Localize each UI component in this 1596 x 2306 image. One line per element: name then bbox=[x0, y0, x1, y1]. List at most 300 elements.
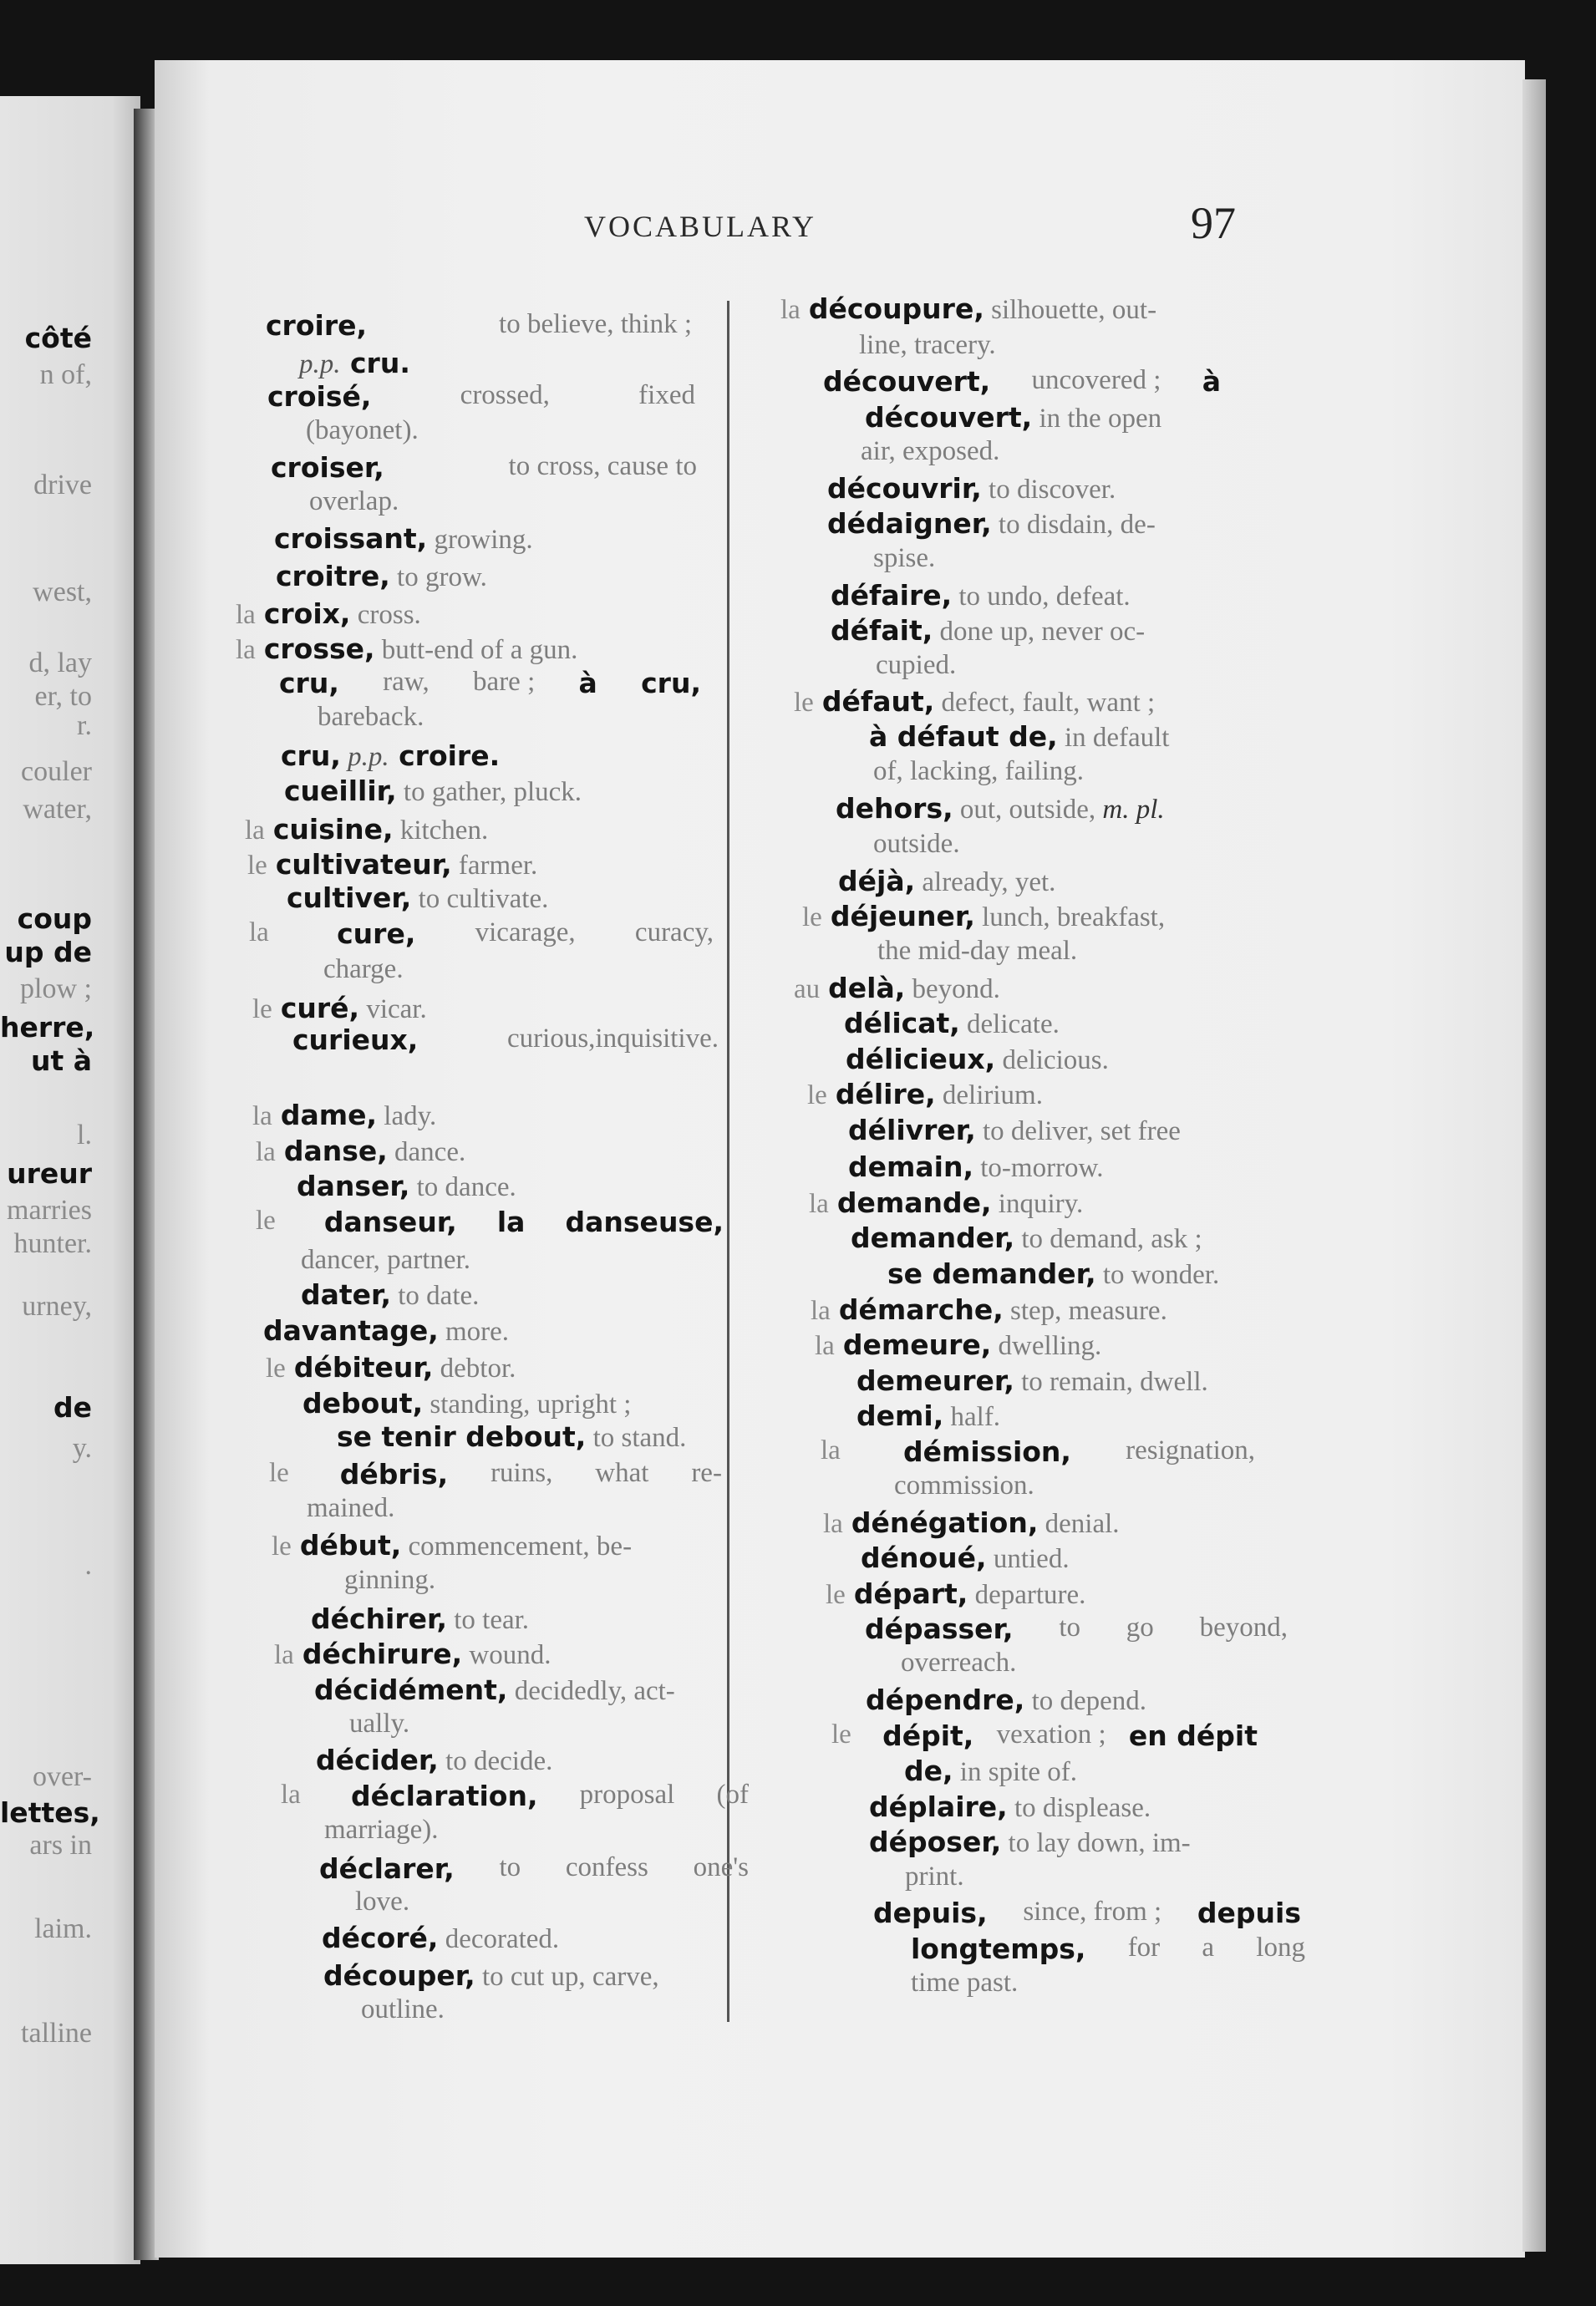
definition-text: commencement, be- bbox=[401, 1531, 633, 1562]
vocab-entry-line bbox=[904, 1755, 1077, 1788]
vocab-entry-line bbox=[865, 401, 1161, 434]
headword: déclarer, bbox=[319, 1852, 455, 1885]
vocab-entry-line bbox=[281, 739, 500, 773]
vocab-entry-line bbox=[866, 1684, 1146, 1717]
definition-text: denial. bbox=[1038, 1509, 1120, 1539]
definition-text: defect, fault, want ; bbox=[934, 688, 1156, 718]
vocab-entry-line bbox=[323, 1959, 659, 1993]
page-edge bbox=[1522, 79, 1546, 2252]
vocab-entry-line bbox=[780, 292, 1156, 326]
left-page-fragment: lettes, bbox=[0, 1796, 100, 1829]
headword: découvrir, bbox=[827, 472, 982, 505]
vocab-entry-line bbox=[245, 813, 488, 846]
headword: davantage, bbox=[263, 1314, 439, 1347]
left-page-fragment: couler bbox=[21, 756, 92, 787]
vocab-entry-line bbox=[267, 380, 695, 413]
headword: décidément, bbox=[314, 1674, 508, 1706]
definition-text: bareback. bbox=[318, 702, 424, 732]
bold-phrase: se demander, bbox=[887, 1257, 1096, 1290]
bold-phrase: cru, bbox=[641, 667, 701, 699]
definition-text: confess bbox=[565, 1852, 648, 1882]
vocab-entry-line bbox=[299, 347, 410, 380]
definition-text: butt-end of a gun. bbox=[374, 635, 578, 665]
headword: départ, bbox=[853, 1577, 968, 1610]
article: la bbox=[815, 1331, 835, 1361]
definition-text: delirium. bbox=[935, 1080, 1043, 1110]
abbreviation: m. pl. bbox=[1102, 795, 1165, 825]
left-page-fragment: l. bbox=[77, 1120, 92, 1150]
definition-text: decidedly, act- bbox=[507, 1676, 675, 1706]
article: la bbox=[236, 635, 256, 665]
vocab-entry-line bbox=[826, 1577, 1085, 1611]
vocab-entry-line bbox=[337, 1420, 686, 1454]
headword: cultiver, bbox=[287, 881, 412, 914]
bold-phrase: se tenir debout, bbox=[337, 1420, 587, 1453]
vocab-entry-line bbox=[861, 1542, 1070, 1575]
definition-text: vexation ; bbox=[996, 1719, 1106, 1750]
vocab-entry-line bbox=[266, 309, 692, 342]
definition-text: beyond, bbox=[1199, 1613, 1288, 1643]
vocab-entry-line bbox=[271, 451, 697, 484]
definition-text: untied. bbox=[986, 1544, 1070, 1574]
definition-text: one's bbox=[693, 1852, 749, 1882]
vocab-entry-line bbox=[269, 1458, 722, 1491]
article: la bbox=[809, 1189, 829, 1219]
vocab-entry-line bbox=[887, 1257, 1219, 1291]
headword: déclaration, bbox=[351, 1780, 538, 1812]
article: le bbox=[269, 1458, 289, 1488]
definition-text: departure. bbox=[968, 1580, 1086, 1610]
vocab-entry-line bbox=[873, 1897, 1301, 1929]
definition-text: delicious. bbox=[995, 1045, 1109, 1075]
vocab-entry-line bbox=[256, 1206, 724, 1238]
bold-phrase: la bbox=[496, 1206, 526, 1238]
vocab-entry-line bbox=[274, 522, 533, 556]
vocab-entry-line bbox=[297, 1170, 516, 1203]
headword: croiser, bbox=[271, 451, 384, 484]
vocab-entry-line bbox=[319, 1852, 749, 1885]
headword: croisé, bbox=[267, 380, 372, 413]
definition-text: crossed, bbox=[460, 380, 550, 410]
definition-text: raw, bbox=[383, 667, 429, 697]
article: le bbox=[826, 1580, 846, 1610]
definition-text: done up, never oc- bbox=[933, 617, 1146, 647]
definition-text: in spite of. bbox=[953, 1757, 1078, 1787]
article: la bbox=[823, 1509, 843, 1539]
definition-text: resignation, bbox=[1126, 1435, 1255, 1465]
left-page-fragment: hunter. bbox=[13, 1228, 92, 1259]
definition-text: lady. bbox=[377, 1101, 437, 1131]
article: le bbox=[802, 902, 822, 932]
headword: début, bbox=[299, 1529, 402, 1562]
vocab-entry-line bbox=[311, 1603, 529, 1636]
left-page-fragment: water, bbox=[23, 794, 92, 825]
definition-text: beyond. bbox=[905, 974, 1000, 1004]
headword: découvert, bbox=[823, 365, 991, 398]
article: le bbox=[256, 1206, 276, 1236]
definition-text: wound. bbox=[462, 1640, 551, 1670]
vocab-entry-line bbox=[266, 1351, 516, 1384]
headword: débris, bbox=[339, 1458, 449, 1491]
headword: demande, bbox=[836, 1186, 992, 1219]
article: la bbox=[245, 815, 265, 846]
definition-text: to remain, dwell. bbox=[1014, 1367, 1208, 1397]
headword: délicat, bbox=[844, 1007, 960, 1039]
vocab-entry-line bbox=[322, 1922, 559, 1955]
definition-text: charge. bbox=[323, 954, 404, 984]
definition-text: to lay down, im- bbox=[1001, 1828, 1191, 1858]
article: le bbox=[794, 688, 814, 718]
definition-text: commission. bbox=[894, 1470, 1034, 1501]
vocab-entry-line bbox=[861, 436, 999, 467]
bold-phrase: en dépit bbox=[1128, 1719, 1258, 1752]
vocab-entry-line bbox=[823, 365, 1221, 398]
article: la bbox=[811, 1296, 831, 1326]
definition-text: to tear. bbox=[447, 1605, 530, 1635]
vocab-entry-line bbox=[848, 1114, 1181, 1147]
definition-text: curacy, bbox=[634, 917, 714, 947]
definition-text: to disdain, de- bbox=[991, 510, 1156, 540]
headword: découper, bbox=[323, 1959, 475, 1992]
vocab-entry-line bbox=[894, 1470, 1034, 1501]
bold-phrase: à défaut de, bbox=[869, 720, 1058, 753]
abbreviation: p.p. bbox=[299, 349, 341, 379]
headword: débiteur, bbox=[293, 1351, 434, 1384]
left-page-fragment: de bbox=[53, 1391, 92, 1424]
definition-text: lunch, breakfast, bbox=[974, 902, 1166, 932]
headword: curé, bbox=[280, 992, 360, 1024]
vocab-entry-line bbox=[323, 954, 404, 985]
vocab-entry-line bbox=[252, 1099, 436, 1132]
headword: debout, bbox=[302, 1387, 424, 1420]
vocab-entry-line bbox=[811, 1293, 1167, 1327]
vocab-entry-line bbox=[249, 917, 714, 950]
definition-text: mained. bbox=[307, 1493, 395, 1523]
headword: cueillir, bbox=[284, 775, 397, 807]
bold-phrase: de, bbox=[904, 1755, 953, 1787]
definition-text: in the open bbox=[1032, 404, 1162, 434]
definition-text: proposal bbox=[579, 1780, 675, 1810]
definition-text: since, from ; bbox=[1023, 1897, 1162, 1927]
vocab-entry-line bbox=[301, 1245, 470, 1276]
definition-text: ginning. bbox=[344, 1565, 436, 1595]
headword: délicieux, bbox=[846, 1043, 996, 1075]
definition-text: to deliver, set free bbox=[975, 1116, 1181, 1146]
definition-text: decorated. bbox=[438, 1924, 560, 1954]
definition-text: long bbox=[1256, 1933, 1305, 1963]
definition-text: overlap. bbox=[309, 486, 399, 516]
headword: dehors, bbox=[836, 792, 953, 825]
vocab-entry-line bbox=[846, 1043, 1109, 1076]
headword: dater, bbox=[301, 1278, 392, 1311]
vocab-entry-line bbox=[901, 1648, 1016, 1679]
vocab-entry-line bbox=[263, 1314, 509, 1348]
left-page-fragment: plow ; bbox=[20, 973, 92, 1004]
definition-text: already, yet. bbox=[915, 867, 1056, 897]
vocab-entry-line bbox=[873, 756, 1084, 787]
definition-text: uncovered ; bbox=[1031, 365, 1161, 395]
headword: délivrer, bbox=[848, 1114, 976, 1146]
vocab-entry-line bbox=[827, 507, 1156, 541]
left-page-fragment: ureur bbox=[7, 1157, 92, 1190]
vocab-entry-line bbox=[272, 1529, 632, 1562]
headword: cultivateur, bbox=[275, 848, 452, 881]
running-header: VOCABULARY bbox=[584, 210, 817, 243]
definition-text: to believe, think ; bbox=[499, 309, 692, 339]
definition-text: ually. bbox=[349, 1709, 410, 1739]
abbreviation: p.p. bbox=[340, 742, 389, 772]
definition-text: to stand. bbox=[586, 1423, 687, 1453]
definition-text: vicarage, bbox=[475, 917, 576, 947]
definition-text: to wonder. bbox=[1095, 1260, 1220, 1290]
vocab-entry-line bbox=[344, 1565, 435, 1596]
headword: déplaire, bbox=[869, 1790, 1008, 1823]
vocab-entry-line bbox=[856, 1399, 1000, 1433]
vocab-entry-line bbox=[355, 1887, 409, 1917]
vocab-entry-line bbox=[873, 829, 960, 860]
article: la bbox=[780, 295, 801, 325]
vocab-entry-line bbox=[911, 1968, 1018, 1999]
vocab-entry-line bbox=[314, 1674, 675, 1707]
definition-text: to bbox=[499, 1852, 521, 1882]
definition-text: farmer. bbox=[451, 851, 538, 881]
headword: cuisine, bbox=[272, 813, 394, 846]
vocab-entry-line bbox=[794, 972, 1000, 1005]
vocab-entry-line bbox=[869, 1826, 1191, 1859]
left-page-fragment: d, lay bbox=[28, 648, 92, 678]
definition-text: to cut up, carve, bbox=[475, 1962, 659, 1992]
definition-text: cross. bbox=[350, 600, 421, 630]
definition-text: to discover. bbox=[981, 475, 1116, 505]
article: la bbox=[281, 1780, 301, 1810]
definition-text: kitchen. bbox=[393, 815, 489, 846]
vocab-entry-line bbox=[318, 702, 424, 733]
headword: depuis, bbox=[873, 1897, 988, 1929]
left-page-fragment: coup bbox=[17, 902, 92, 935]
vocab-entry-line bbox=[848, 1150, 1104, 1184]
definition-text: to depend. bbox=[1024, 1686, 1147, 1716]
bold-phrase: à bbox=[1202, 365, 1221, 398]
headword: déjà, bbox=[838, 865, 916, 897]
vocab-entry-line bbox=[287, 881, 548, 915]
vocab-entry-line bbox=[831, 1719, 1258, 1752]
vocab-entry-line bbox=[821, 1435, 1255, 1468]
vocab-entry-line bbox=[302, 1387, 631, 1420]
definition-text: line, tracery. bbox=[859, 330, 996, 360]
bold-phrase: danseuse, bbox=[565, 1206, 724, 1238]
definition-text: step, measure. bbox=[1003, 1296, 1167, 1326]
definition-text: to displease. bbox=[1007, 1793, 1151, 1823]
article: le bbox=[272, 1531, 292, 1562]
vocab-entry-line bbox=[307, 1493, 394, 1524]
definition-text: (bayonet). bbox=[306, 415, 419, 445]
definition-text: bare ; bbox=[473, 667, 536, 697]
headword: défaire, bbox=[831, 579, 953, 612]
headword: croix, bbox=[263, 597, 351, 630]
definition-text: out, outside, bbox=[953, 795, 1103, 825]
headword: déjeuner, bbox=[830, 900, 975, 932]
bold-phrase: longtemps, bbox=[911, 1933, 1086, 1965]
article: le bbox=[831, 1719, 851, 1750]
vocab-entry-line bbox=[324, 1815, 439, 1846]
headword: dénégation, bbox=[851, 1506, 1039, 1539]
vocab-entry-line bbox=[809, 1186, 1083, 1220]
left-page-fragment: ut à bbox=[30, 1044, 92, 1077]
vocab-entry-line bbox=[316, 1744, 552, 1777]
definition-text: outside. bbox=[873, 829, 960, 859]
vocab-entry-line bbox=[309, 486, 399, 517]
article: le bbox=[247, 851, 267, 881]
definition-text: delicate. bbox=[959, 1009, 1060, 1039]
left-page-fragment: herre, bbox=[0, 1011, 95, 1044]
bold-phrase: croire. bbox=[389, 739, 501, 772]
left-page-fragment: marries bbox=[7, 1195, 92, 1226]
definition-text: cupied. bbox=[876, 650, 957, 680]
definition-text: outline. bbox=[361, 1994, 445, 2024]
vocab-entry-line bbox=[823, 1506, 1120, 1540]
headword: cru, bbox=[279, 667, 339, 699]
headword: cru, bbox=[281, 739, 341, 772]
article: le bbox=[252, 994, 272, 1024]
definition-text: to cross, cause to bbox=[508, 451, 697, 481]
vocab-entry-line bbox=[869, 1790, 1151, 1824]
headword: déchirer, bbox=[311, 1603, 447, 1635]
vocab-entry-line bbox=[276, 560, 487, 593]
vocab-entry-line bbox=[301, 1278, 479, 1312]
vocab-entry-line bbox=[284, 775, 582, 808]
vocab-entry-line bbox=[236, 597, 421, 631]
headword: croitre, bbox=[276, 560, 390, 592]
left-page-fragment: y. bbox=[72, 1433, 92, 1464]
definition-text: to-morrow. bbox=[973, 1153, 1104, 1183]
definition-text: air, exposed. bbox=[861, 436, 1000, 466]
article: la bbox=[256, 1137, 276, 1167]
headword: croire, bbox=[266, 309, 368, 342]
left-page-fragment: . bbox=[84, 1550, 92, 1581]
article: la bbox=[249, 917, 269, 947]
headword: découpure, bbox=[808, 292, 984, 325]
vocab-entry-line bbox=[236, 632, 577, 666]
vocab-entry-line bbox=[306, 415, 419, 446]
definition-text: the mid-day meal. bbox=[877, 936, 1078, 966]
headword: demander, bbox=[851, 1222, 1015, 1254]
definition-text: marriage). bbox=[324, 1815, 439, 1845]
definition-text: time past. bbox=[911, 1968, 1019, 1998]
headword: cure, bbox=[337, 917, 416, 950]
vocab-entry-line bbox=[859, 330, 996, 361]
definition-text: curious,inquisitive. bbox=[507, 1023, 719, 1054]
vocab-entry-line bbox=[831, 614, 1145, 648]
definition-text: to demand, ask ; bbox=[1014, 1224, 1202, 1254]
definition-text: to decide. bbox=[438, 1746, 553, 1776]
vocab-entry-line bbox=[865, 1613, 1288, 1645]
definition-text: a bbox=[1202, 1933, 1215, 1963]
left-page-fragment: up de bbox=[4, 936, 92, 968]
bold-phrase: cru. bbox=[340, 347, 410, 379]
vocab-entry-line bbox=[905, 1862, 964, 1892]
vocab-entry-line bbox=[349, 1709, 409, 1740]
headword: demeurer, bbox=[856, 1364, 1014, 1397]
article: la bbox=[821, 1435, 841, 1465]
definition-text: dwelling. bbox=[991, 1331, 1102, 1361]
article: le bbox=[807, 1080, 827, 1110]
left-page-fragment: n of, bbox=[39, 359, 92, 390]
headword: danser, bbox=[297, 1170, 410, 1202]
definition-text: print. bbox=[905, 1862, 964, 1892]
headword: demeure, bbox=[842, 1328, 992, 1361]
headword: déposer, bbox=[869, 1826, 1002, 1858]
headword: delà, bbox=[828, 972, 906, 1004]
article: au bbox=[794, 974, 821, 1004]
definition-text: re- bbox=[691, 1458, 722, 1488]
headword: croissant, bbox=[274, 522, 428, 555]
vocab-entry-line bbox=[361, 1994, 445, 2025]
vocab-entry-line bbox=[252, 992, 427, 1025]
headword: défaut, bbox=[821, 685, 935, 718]
article: la bbox=[252, 1101, 272, 1131]
definition-text: silhouette, out- bbox=[984, 295, 1157, 325]
definition-text: to undo, defeat. bbox=[952, 582, 1131, 612]
headword: demain, bbox=[848, 1150, 973, 1183]
definition-text: to bbox=[1059, 1613, 1080, 1643]
vocab-entry-line bbox=[851, 1222, 1202, 1255]
headword: dédaigner, bbox=[827, 507, 992, 540]
definition-text: to date. bbox=[391, 1281, 480, 1311]
definition-text: in default bbox=[1057, 723, 1170, 753]
vocab-entry-line bbox=[827, 472, 1116, 505]
definition-text: to grow. bbox=[389, 562, 487, 592]
bold-phrase: à bbox=[578, 667, 597, 699]
definition-text: overreach. bbox=[901, 1648, 1017, 1678]
headword: démarche, bbox=[838, 1293, 1004, 1326]
vocab-entry-line bbox=[281, 1780, 749, 1812]
definition-text: growing. bbox=[427, 525, 533, 555]
bold-phrase: découvert, bbox=[865, 401, 1033, 434]
headword: dépit, bbox=[882, 1719, 974, 1752]
definition-text: vicar. bbox=[359, 994, 427, 1024]
headword: décoré, bbox=[322, 1922, 439, 1954]
definition-text: to gather, pluck. bbox=[396, 777, 582, 807]
vocab-entry-line bbox=[802, 900, 1165, 933]
left-page-fragment: drive bbox=[33, 470, 92, 500]
vocab-entry-line bbox=[807, 1078, 1043, 1111]
left-page-fragment: côté bbox=[24, 322, 92, 354]
definition-text: (of bbox=[716, 1780, 749, 1810]
article: la bbox=[274, 1640, 294, 1670]
headword: danseur, bbox=[323, 1206, 457, 1238]
headword: délire, bbox=[835, 1078, 936, 1110]
definition-text: half. bbox=[943, 1402, 1001, 1432]
definition-text: of, lacking, failing. bbox=[873, 756, 1085, 786]
definition-text: dancer, partner. bbox=[301, 1245, 470, 1275]
left-page-fragment: laim. bbox=[34, 1913, 92, 1944]
headword: dénoué, bbox=[861, 1542, 987, 1574]
definition-text: dance. bbox=[387, 1137, 466, 1167]
vocab-entry-line bbox=[844, 1007, 1060, 1040]
left-page-fragment: over- bbox=[32, 1761, 92, 1792]
definition-text: to dance. bbox=[409, 1172, 516, 1202]
vocab-entry-line bbox=[869, 720, 1169, 754]
definition-text: for bbox=[1127, 1933, 1161, 1963]
definition-text: ruins, bbox=[490, 1458, 553, 1488]
vocab-entry-line bbox=[256, 1135, 465, 1168]
headword: dame, bbox=[280, 1099, 378, 1131]
vocab-entry-line bbox=[838, 865, 1055, 898]
column-divider bbox=[727, 301, 729, 2022]
vocab-entry-line bbox=[292, 1023, 719, 1056]
article: le bbox=[266, 1354, 286, 1384]
left-page-fragment: r. bbox=[77, 710, 92, 741]
